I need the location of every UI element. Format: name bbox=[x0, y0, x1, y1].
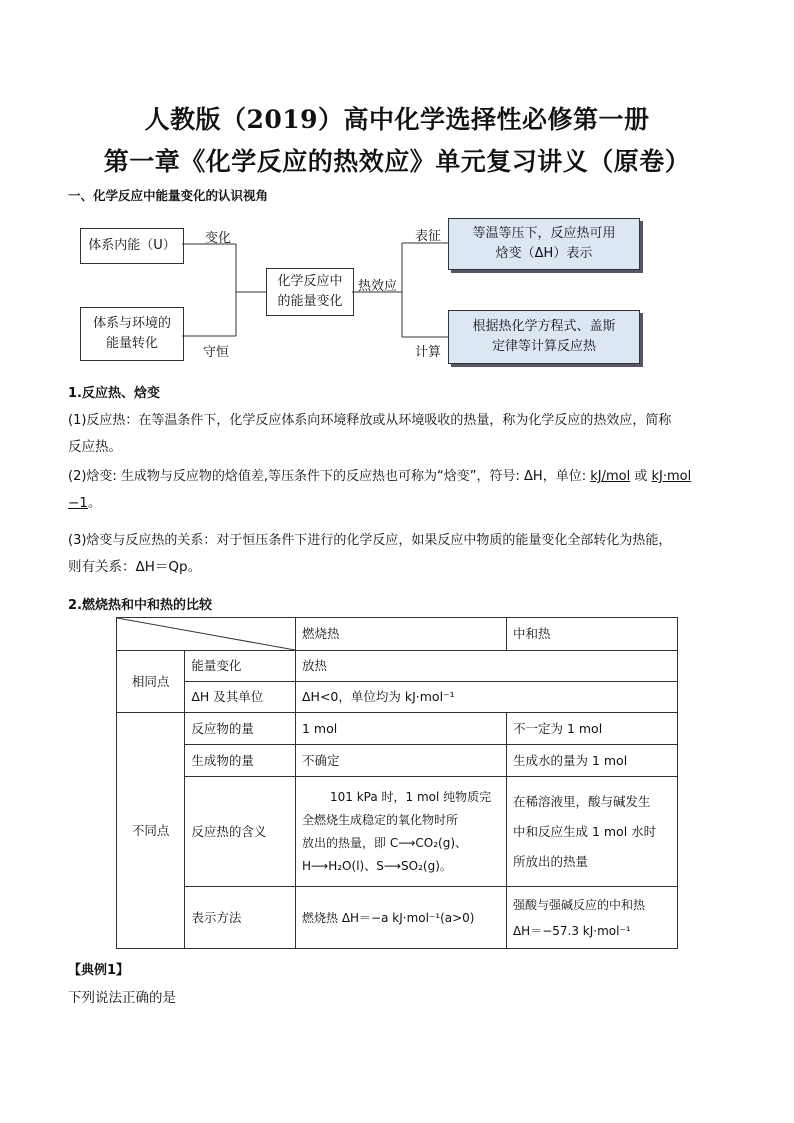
cell-meaning-neutralization bbox=[506, 777, 677, 887]
reaction-heat-heading: 1.反应热、焓变 bbox=[68, 386, 160, 401]
example-question: 下列说法正确的是 bbox=[68, 990, 176, 1006]
cell-reactant-combustion: 1 mol bbox=[296, 713, 507, 745]
row-label-expression: 表示方法 bbox=[185, 887, 296, 949]
para1-line2: 反应热。 bbox=[68, 439, 122, 455]
reaction-heat-paragraph bbox=[68, 408, 728, 460]
enthalpy-box-line2: 焓变（ΔH）表示 bbox=[495, 246, 593, 261]
unit-kj-per-mol: kJ/mol bbox=[590, 469, 631, 484]
calculate-label: 计算 bbox=[415, 345, 442, 360]
row-label-dh-unit: ΔH 及其单位 bbox=[185, 682, 296, 713]
enthalpy-box-line1: 等温等压下，反应热可用 bbox=[472, 226, 616, 241]
table-header-row bbox=[117, 618, 678, 651]
meaning-comb-line1: 101 kPa 时，1 mol 纯物质完 bbox=[330, 789, 492, 804]
compare-heading: 2.燃烧热和中和热的比较 bbox=[68, 598, 212, 613]
section1-heading: 一、化学反应中能量变化的认识视角 bbox=[68, 188, 269, 203]
expression-neut-line2: ΔH＝−57.3 kJ·mol⁻¹ bbox=[512, 923, 631, 938]
table-row bbox=[117, 651, 678, 682]
internal-energy-box bbox=[80, 228, 184, 264]
hess-box-line1: 根据热化学方程式、盖斯 bbox=[472, 319, 616, 334]
diagonal-header-cell bbox=[117, 618, 296, 651]
table-row bbox=[117, 745, 678, 777]
energy-transfer-box bbox=[80, 307, 184, 361]
enthalpy-box bbox=[448, 218, 640, 270]
para3-line2: 则有关系：ΔH＝Qp。 bbox=[68, 559, 202, 575]
meaning-comb-line2: 全燃烧生成稳定的氧化物时所 bbox=[302, 812, 459, 827]
conserve-label: 守恒 bbox=[203, 345, 230, 360]
meaning-neut-line2: 中和反应生成 1 mol 水时 bbox=[512, 823, 657, 839]
unit-exponent: −1 bbox=[68, 495, 88, 511]
example-label: 【典例1】 bbox=[68, 963, 130, 978]
row-label-energy-change: 能量变化 bbox=[185, 651, 296, 682]
meaning-comb-line4: H⟶H₂O(l)、S⟶SO₂(g)。 bbox=[302, 858, 452, 873]
cell-dh-unit: ΔH<0，单位均为 kJ·mol⁻¹ bbox=[296, 682, 678, 713]
center-energy-change-box bbox=[266, 268, 354, 316]
cell-energy-change: 放热 bbox=[296, 651, 678, 682]
cell-expression-combustion: 燃烧热 ΔH＝−a kJ·mol⁻¹(a>0) bbox=[296, 887, 507, 949]
para2-or: 或 bbox=[630, 469, 652, 484]
cell-meaning-combustion bbox=[296, 777, 507, 887]
row-label-reactant: 反应物的量 bbox=[185, 713, 296, 745]
enthalpy-paragraph bbox=[68, 464, 728, 516]
relation-paragraph bbox=[68, 528, 728, 580]
comparison-table bbox=[116, 617, 678, 949]
center-box-line1: 化学反应中 bbox=[277, 274, 343, 289]
cell-product-neutralization: 生成水的量为 1 mol bbox=[506, 745, 677, 777]
expression-neut-line1: 强酸与强碱反应的中和热 bbox=[512, 897, 645, 912]
energy-transfer-label-line1: 体系与环境的 bbox=[92, 316, 171, 331]
change-label: 变化 bbox=[205, 231, 232, 246]
cell-product-combustion: 不确定 bbox=[296, 745, 507, 777]
cell-reactant-neutralization: 不一定为 1 mol bbox=[506, 713, 677, 745]
document-title-line1: 人教版（2019）高中化学选择性必修第一册 bbox=[144, 105, 650, 134]
meaning-neut-line3: 所放出的热量 bbox=[512, 853, 588, 869]
internal-energy-label: 体系内能（U） bbox=[88, 238, 176, 253]
header-combustion: 燃烧热 bbox=[296, 618, 507, 651]
table-row bbox=[117, 887, 678, 949]
represent-label: 表征 bbox=[415, 229, 442, 244]
group-same-cell: 相同点 bbox=[117, 651, 185, 713]
group-diff-cell: 不同点 bbox=[117, 713, 185, 949]
para3-line1: (3)焓变与反应热的关系：对于恒压条件下进行的化学反应，如果反应中物质的能量变化全部转化为热能， bbox=[68, 533, 672, 548]
document-title-line2: 第一章《化学反应的热效应》单元复习讲义（原卷） bbox=[103, 147, 691, 176]
para2-end: 。 bbox=[87, 495, 102, 511]
row-label-meaning: 反应热的含义 bbox=[185, 777, 296, 887]
para2-text: (2)焓变: 生成物与反应物的焓值差,等压条件下的反应热也可称为“焓变”，符号: ΔH，单位: bbox=[68, 469, 591, 484]
cell-expression-neutralization bbox=[506, 887, 677, 949]
para1-line1: (1)反应热：在等温条件下，化学反应体系向环境释放或从环境吸收的热量，称为化学反应的热效应，简称 bbox=[68, 413, 672, 428]
hess-box-line2: 定律等计算反应热 bbox=[491, 339, 596, 354]
center-box-line2: 的能量变化 bbox=[277, 294, 343, 309]
table-row bbox=[117, 713, 678, 745]
unit-kj-mol: kJ·mol bbox=[651, 469, 692, 484]
header-neutralization: 中和热 bbox=[506, 618, 677, 651]
table-row bbox=[117, 777, 678, 887]
row-label-product: 生成物的量 bbox=[185, 745, 296, 777]
energy-transfer-label-line2: 能量转化 bbox=[105, 336, 158, 351]
diagonal-line bbox=[117, 618, 295, 650]
meaning-neut-line1: 在稀溶液里，酸与碱发生 bbox=[512, 793, 651, 809]
thermal-effect-label: 热效应 bbox=[358, 279, 398, 294]
hess-law-box bbox=[448, 310, 640, 364]
meaning-comb-line3: 放出的热量，即 C⟶CO₂(g)、 bbox=[302, 835, 468, 850]
table-row bbox=[117, 682, 678, 713]
